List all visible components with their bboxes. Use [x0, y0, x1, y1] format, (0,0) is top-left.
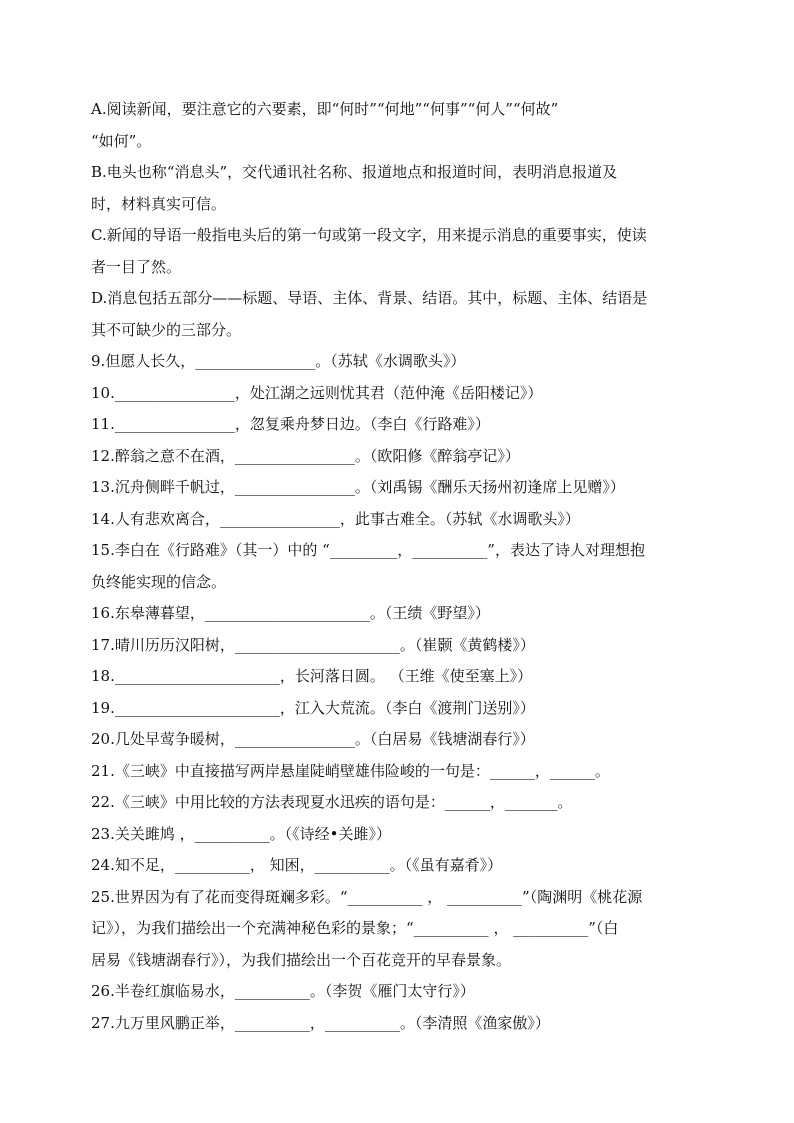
text-line: B.电头也称“消息头”，交代通讯社名称、报道地点和报道时间，表明消息报道及 [91, 163, 618, 181]
question-12: 12.醉翁之意不在酒，________________。（欧阳修《醉翁亭记》） [91, 446, 520, 465]
question-26: 26.半卷红旗临易水，__________。（李贺《雁门太守行》） [91, 982, 475, 1000]
text-line: 时，材料真实可信。 [91, 194, 227, 213]
question-27: 27.九万里风鹏正举，__________，__________。（李清照《渔家傲》） [91, 1013, 550, 1032]
text-line: 其不可缺少的三部分。 [91, 320, 242, 339]
question-22: 22.《三峡》中用比较的方法表现夏水迅疾的语句是：______，_______。 [91, 793, 573, 811]
question-20: 20.几处早莺争暖树，________________。（白居易《钱塘湖春行》） [91, 730, 535, 748]
question-18: 18.______________________，长河落日圆。 （王维《使至塞上》） [91, 667, 533, 685]
text-line: 者一目了然。 [91, 257, 182, 276]
text-line: “如何”。 [91, 131, 152, 150]
question-10: 10.________________，处江湖之远则忧其君（范仲淹《岳阳楼记》） [91, 383, 543, 402]
question-9: 9.但愿人长久，________________。（苏轼《水调歌头》） [91, 352, 466, 370]
question-25: 25.世界因为有了花而变得斑斓多彩。“__________ ， __________”（陶渊明《桃花源 [91, 887, 643, 906]
question-21: 21.《三峡》中直接描写两岸悬崖陡峭壁雄伟险峻的一句是：______，______。 [91, 761, 610, 780]
question-15: 15.李白在《行路难》（其一）中的 “_________，__________”，表达了诗人对理想抱 [91, 541, 645, 559]
question-14: 14.人有悲欢离合，________________，此事古难全。（苏轼《水调歌头》） [91, 509, 580, 528]
question-list [91, 94, 711, 1039]
text-line: C.新闻的导语一般指电头后的第一句或第一段文字，用来提示消息的重要事实，使读 [91, 226, 647, 244]
question-15-cont: 负终能实现的信念。 [91, 572, 227, 591]
question-24: 24.知不足，__________， 知困，__________。（《虽有嘉肴》） [91, 856, 503, 874]
question-13: 13.沉舟侧畔千帆过，________________。（刘禹锡《酬乐天扬州初逢席上见赠》） [91, 478, 625, 496]
question-17: 17.晴川历历汉阳树，______________________。（崔颢《黄鹤楼》） [91, 635, 535, 654]
question-16: 16.东皋薄暮望，______________________。（王绩《野望》） [91, 604, 490, 622]
question-11: 11.________________，忽复乘舟梦日边。（李白《行路难》） [91, 415, 490, 433]
question-19: 19.______________________，江入大荒流。（李白《渡荆门送别》） [91, 698, 535, 717]
question-25-cont: 记》），为我们描绘出一个充满神秘色彩的景象；“__________ ， __________”（白 [91, 919, 619, 937]
text-line: A.阅读新闻，要注意它的六要素，即“何时”“何地”“何事”“何人”“何故” [91, 100, 559, 118]
question-23: 23.关关雎鸠 ，__________。（《诗经•关雎》） [91, 824, 391, 843]
question-25-cont: 居易《钱塘湖春行》），为我们描绘出一个百花竞开的早春景象。 [91, 950, 512, 969]
text-line: D.消息包括五部分——标题、导语、主体、背景、结语。其中，标题、主体、结语是 [91, 289, 648, 307]
